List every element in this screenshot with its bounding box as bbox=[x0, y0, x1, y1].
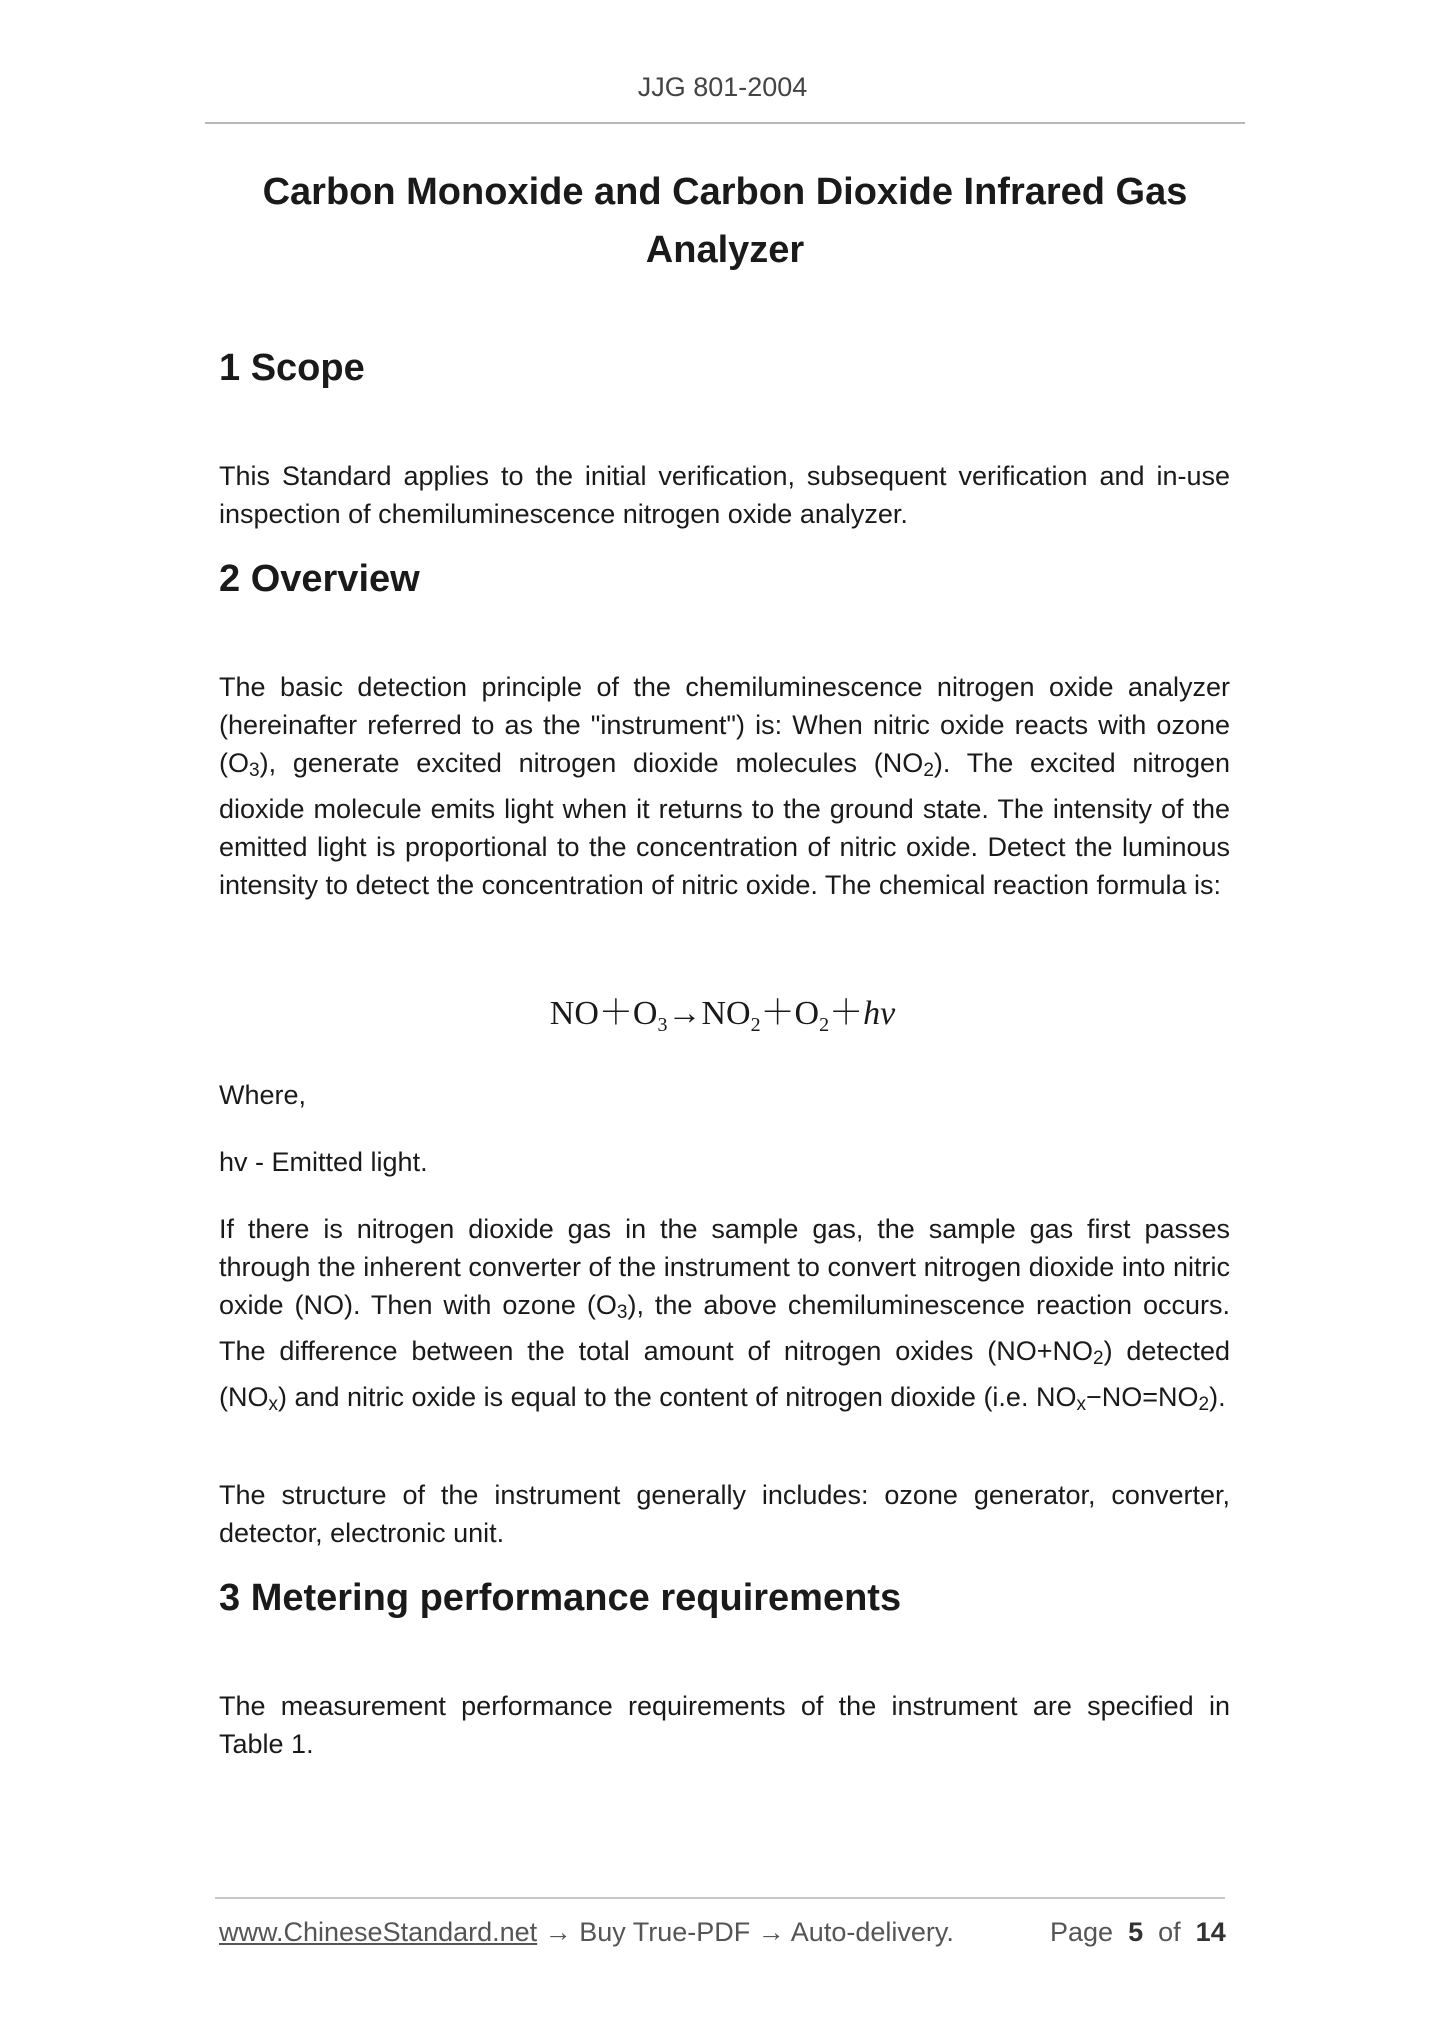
section-1-heading: 1 Scope bbox=[219, 347, 365, 389]
title-line-2: Analyzer bbox=[645, 229, 805, 271]
auto-delivery-text: Auto-delivery. bbox=[790, 1917, 954, 1947]
arrow-right-icon: → bbox=[757, 1917, 785, 1947]
overview-paragraph-3: The structure of the instrument generally includes: ozone generator, converter, detector, electronic unit. bbox=[219, 1480, 1230, 1548]
hv-definition: hv - Emitted light. bbox=[219, 1147, 428, 1177]
footer-divider bbox=[215, 1897, 1225, 1899]
footer-links bbox=[219, 1917, 954, 1948]
page-number: 5 bbox=[1128, 1917, 1144, 1947]
of-label: of bbox=[1158, 1917, 1181, 1947]
title-line-1: Carbon Monoxide and Carbon Dioxide Infrared Gas bbox=[262, 171, 1188, 213]
document-id: JJG 801-2004 bbox=[637, 72, 808, 102]
overview-paragraph-2: If there is nitrogen dioxide gas in the sample gas, the sample gas first passes through the inherent converter of the instrument to convert nitrogen dioxide into nitric oxide (NO). Then with ozone $(O_3)$, the above chemiluminescence reaction occurs. The difference between the total amount of nitrogen oxides $(NO+NO_2)$ detected $(NO_x)$ and nitric oxide is equal to the content of nitrogen dioxide (i.e. $NO_x-NO=NO_2$). bbox=[219, 1214, 1230, 1415]
page-label: Page bbox=[1050, 1917, 1114, 1947]
document-title bbox=[205, 163, 1245, 279]
header-divider bbox=[205, 122, 1245, 124]
where-label: Where, bbox=[219, 1080, 307, 1110]
arrow-right-icon: → bbox=[544, 1917, 572, 1947]
buy-true-pdf-text: Buy True-PDF bbox=[579, 1917, 751, 1947]
chinesestandard-link[interactable]: www.ChineseStandard.net bbox=[219, 1917, 538, 1947]
metering-paragraph: The measurement performance requirements of the instrument are specified in Table 1. bbox=[219, 1691, 1230, 1759]
page-total: 14 bbox=[1195, 1917, 1226, 1947]
page-indicator bbox=[1050, 1917, 1226, 1948]
section-3-heading: 3 Metering performance requirements bbox=[219, 1577, 902, 1619]
overview-paragraph-1: The basic detection principle of the chemiluminescence nitrogen oxide analyzer (hereinafter referred to as the "instrument") is: When nitric oxide reacts with ozone $(O_3)$, generate excited nitrogen dioxide molecules $(NO_2)$. The excited nitrogen dioxide molecule emits light when it returns to the ground state. The intensity of the emitted light is proportional to the concentration of nitric oxide. Detect the luminous intensity to detect the concentration of nitric oxide. The chemical reaction formula is: bbox=[219, 672, 1230, 900]
section-2-heading: 2 Overview bbox=[219, 558, 420, 600]
reaction-formula: $NO+O_3\to NO_2+O_2+h\nu$ bbox=[549, 995, 896, 1036]
scope-paragraph: This Standard applies to the initial verification, subsequent verification and in-use inspection of chemiluminescence nitrogen oxide analyzer. bbox=[219, 461, 1230, 529]
